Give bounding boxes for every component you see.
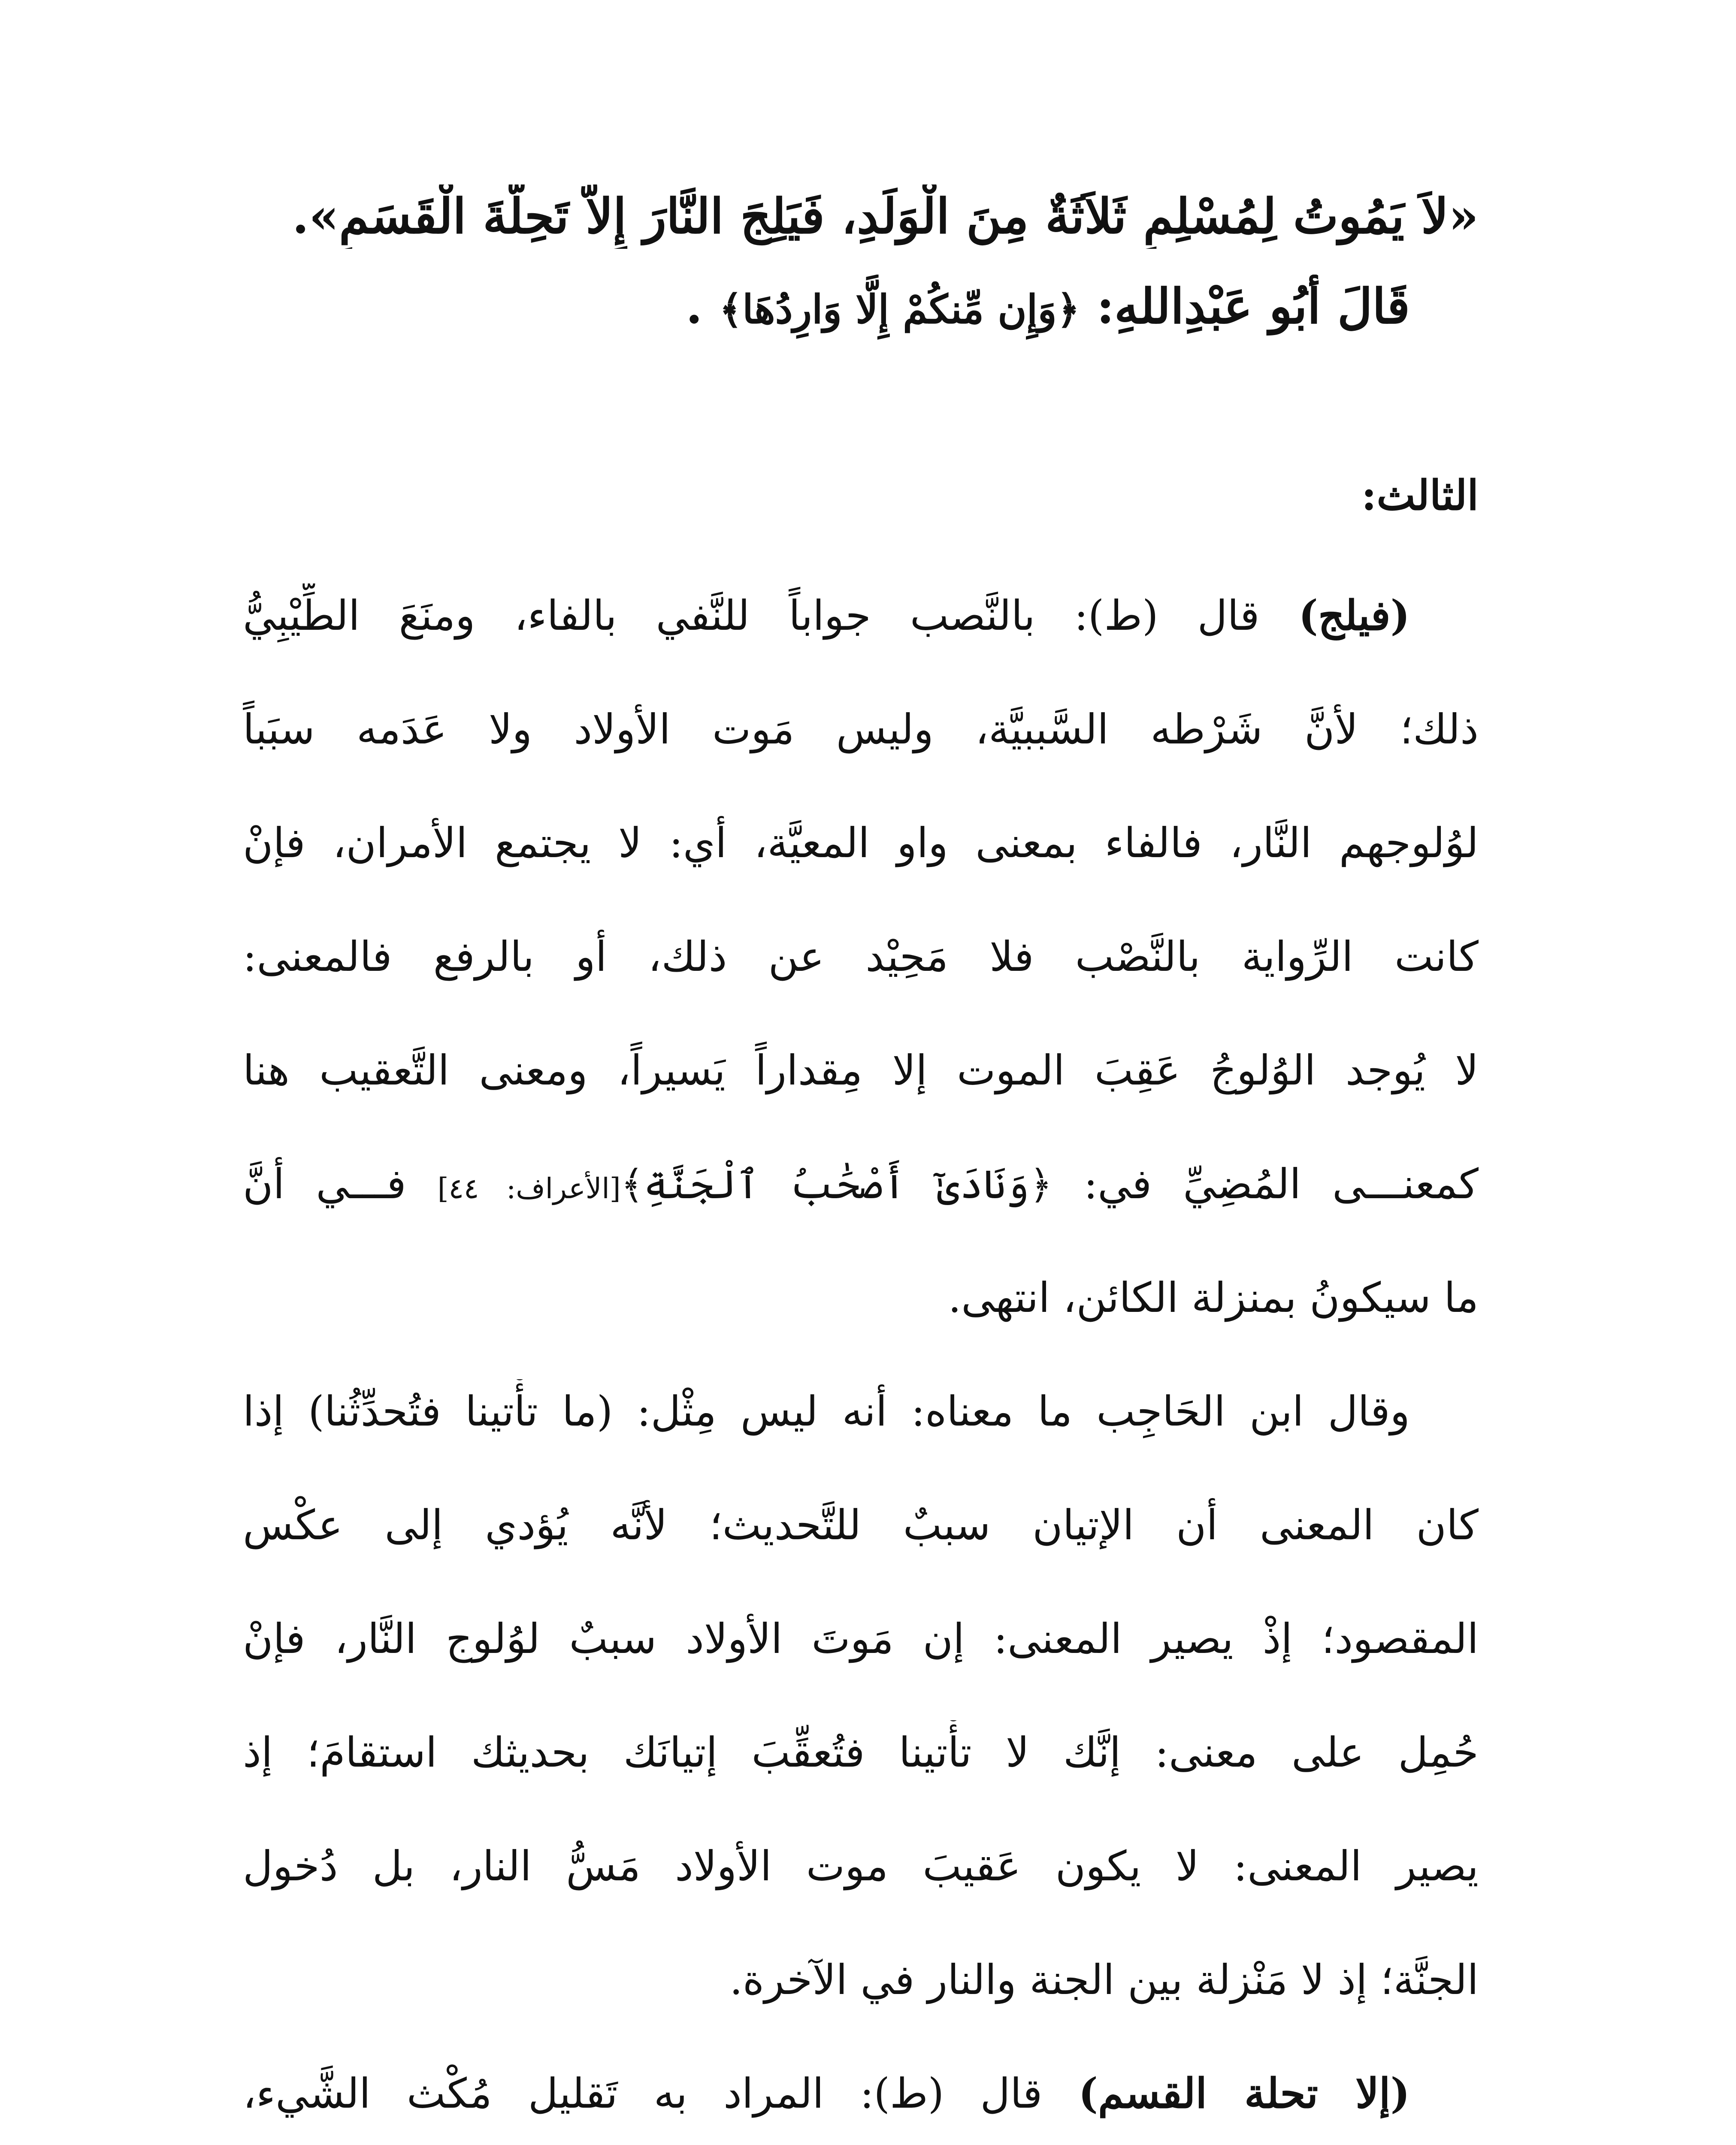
p1-line-6-end: فـــي أنَّ <box>243 1160 438 1208</box>
abu-abdillah-line <box>243 275 1410 341</box>
quran-verse-2: ﴿وَنَادَىٰٓ أَصْحَٰبُ ٱلْجَنَّةِ﴾ <box>620 1162 1052 1208</box>
p1-line-6-start: كمعنـــى المُضِيِّ في: <box>1052 1160 1479 1208</box>
p1-line-4: كانت الرِّواية بالنَّصْب فلا مَحِيْد عن ذلك، أو بالرفع فالمعنى: <box>243 933 1479 981</box>
p1-line-7: ما سيكونُ بمنزلة الكائن، انتهى. <box>948 1274 1479 1322</box>
p1-line-1 <box>243 583 1410 648</box>
p2-line-4: حُمِل على معنى: إنَّك لا تأْتينا فتُعقِّبَ إتيانَك بحديثك استقامَ؛ إذ <box>243 1728 1479 1776</box>
p3-line-1-rest: قال (ط): المراد به تَقليل مُكْث الشَّيء، <box>243 2069 1079 2118</box>
p1-line-1-rest: قال (ط): بالنَّصب جواباً للنَّفي بالفاء، ومنَعَ الطِّيْبِيُّ <box>243 592 1299 640</box>
p3-line-1 <box>243 2061 1410 2126</box>
p1-line-6 <box>243 1152 1479 1221</box>
p2-line-2: كان المعنى أن الإتيان سببٌ للتَّحديث؛ لأنَّه يُؤدي إلى عكْس <box>243 1501 1479 1549</box>
p1-term: (فيلج) <box>1298 591 1410 640</box>
section-heading: الثالث: <box>1361 471 1479 520</box>
abu-abdillah-prefix: قَالَ أَبُو عَبْدِاللهِ: <box>1080 278 1410 335</box>
quran-verse-1: ﴿وَإِن مِّنكُمْ إِلَّا وَارِدُهَا﴾ <box>719 286 1080 332</box>
p2-line-3: المقصود؛ إذْ يصير المعنى: إن مَوتَ الأولاد سببٌ لوُلوج النَّار، فإنْ <box>243 1615 1479 1663</box>
p1-line-2: ذلك؛ لأنَّ شَرْطه السَّببيَّة، وليس مَوت الأولاد ولا عَدَمه سبَباً <box>243 705 1479 753</box>
verse-reference: [الأعراف: ٤٤] <box>437 1172 621 1205</box>
p2-line-5: يصير المعنى: لا يكون عَقيبَ موت الأولاد مَسُّ النار، بل دُخول <box>243 1842 1479 1890</box>
abu-abdillah-suffix: . <box>686 278 720 335</box>
hadith-text: «لاَ يَمُوتُ لِمُسْلِمٍ ثَلاَثَةٌ مِنَ الْوَلَدِ، فَيَلِجَ النَّارَ إِلاَّ تَحِلَّةَ الْقَسَمِ». <box>292 188 1479 245</box>
p2-line-6: الجنَّة؛ إذ لا مَنْزلة بين الجنة والنار في الآخرة. <box>729 1956 1479 2004</box>
p1-line-3: لوُلوجهم النَّار، فالفاء بمعنى واو المعيَّة، أي: لا يجتمع الأمران، فإنْ <box>243 819 1479 867</box>
p1-line-5: لا يُوجد الوُلوجُ عَقِبَ الموت إلا مِقداراً يَسيراً، ومعنى التَّعقيب هنا <box>243 1046 1479 1094</box>
p2-line-1: وقال ابن الحَاجِب ما معناه: أنه ليس مِثْل: (ما تأْتينا فتُحدِّثُنا) إذا <box>243 1387 1410 1435</box>
p3-term: (إلا تحلة القسم) <box>1078 2069 1410 2118</box>
